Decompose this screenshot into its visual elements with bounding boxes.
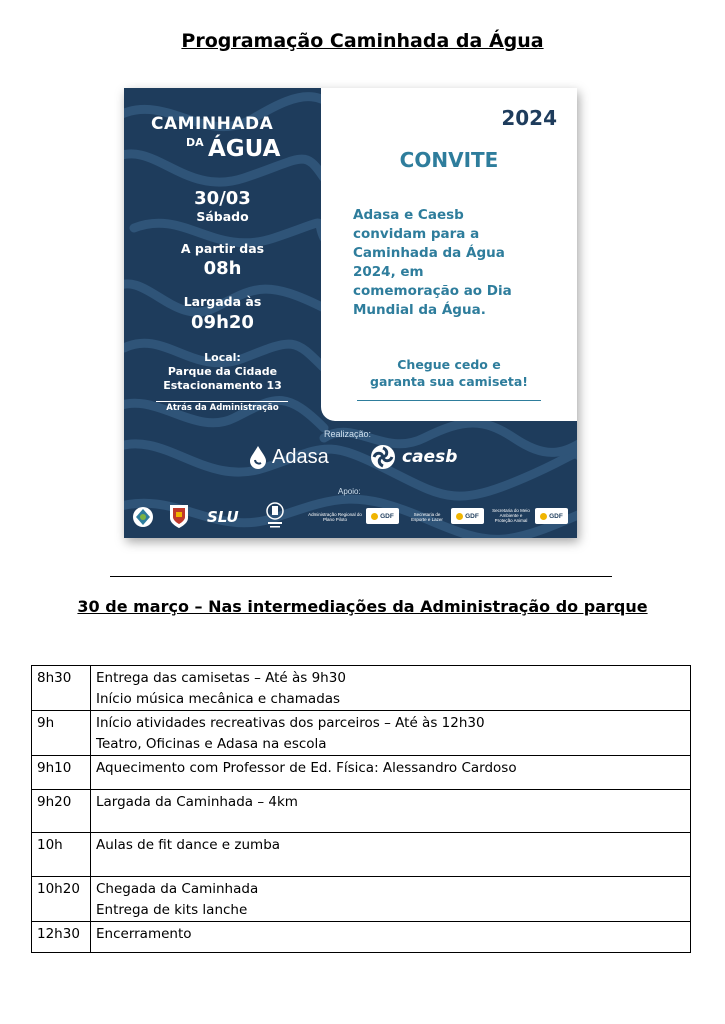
gdf-badge: [535, 508, 568, 524]
time-cell: 10h20: [32, 877, 91, 922]
activity-line: Início música mecânica e chamadas: [96, 691, 341, 707]
flyer-year: 2024: [501, 106, 557, 130]
water-drop-icon: [248, 445, 268, 469]
section-title: 30 de março – Nas intermediações da Administração do parque: [77, 597, 648, 616]
event-weekday: Sábado: [196, 209, 249, 224]
location-note: Atrás da Administração: [166, 403, 279, 413]
activity-cell: [91, 922, 691, 953]
activity-line: Aquecimento com Professor de Ed. Física: Alessandro Cardoso: [96, 760, 517, 776]
table-row: [32, 833, 691, 877]
gdf-badge-text: GDF: [465, 512, 479, 520]
event-logo-line2: DA: [186, 136, 204, 149]
caesb-swirl-icon: [370, 444, 396, 470]
support-org-name: Secretaria de Esporte e Lazer: [411, 512, 443, 522]
invite-text: [353, 206, 563, 320]
gdf-sun-icon: [456, 513, 463, 520]
district-emblem-icon: [132, 506, 154, 528]
adasa-logo-text: Adasa: [272, 445, 329, 468]
invite-line: 2024, em: [353, 264, 424, 280]
gdf-badge: [366, 508, 399, 524]
activity-cell: [91, 877, 691, 922]
apoio-label: Apoio:: [338, 487, 361, 496]
invite-card: [321, 88, 577, 421]
activity-cell: [91, 711, 691, 756]
time-cell: 10h: [32, 833, 91, 877]
caesb-logo-text: caesb: [402, 447, 458, 467]
invite-line: convidam para a: [353, 226, 480, 242]
crest-icon: [168, 502, 190, 530]
gdf-badge: [451, 508, 484, 524]
invite-line: Caminhada da Água: [353, 245, 505, 261]
support-org-name: Secretaria do Meio Ambiente e Proteção Animal: [492, 508, 530, 523]
activity-line: Entrega de kits lanche: [96, 902, 248, 918]
event-date: 30/03: [194, 188, 251, 209]
table-row: [32, 877, 691, 922]
activity-cell: [91, 666, 691, 711]
activity-line: Encerramento: [96, 926, 192, 942]
activity-cell: [91, 790, 691, 833]
invite-line: Mundial da Água.: [353, 302, 486, 318]
from-label: A partir das: [180, 241, 265, 256]
activity-line: Aulas de fit dance e zumba: [96, 837, 281, 853]
activity-cell: [91, 756, 691, 790]
location-line: Local:: [204, 351, 241, 364]
time-cell: 8h30: [32, 666, 91, 711]
time-cell: 12h30: [32, 922, 91, 953]
section-divider: [110, 576, 612, 577]
time-cell: 9h: [32, 711, 91, 756]
invitation-flyer: [124, 88, 577, 538]
gdf-sun-icon: [540, 513, 547, 520]
adasa-logo: [248, 442, 329, 472]
realizacao-label: Realização:: [324, 429, 372, 439]
invite-line: Adasa e Caesb: [353, 207, 464, 223]
location-line: Parque da Cidade: [167, 365, 278, 378]
table-row: [32, 756, 691, 790]
cta-underline: [357, 400, 541, 401]
activity-line: Entrega das camisetas – Até às 9h30: [96, 670, 346, 686]
event-logo-line1: CAMINHADA: [151, 114, 274, 134]
gdf-badge-text: GDF: [549, 512, 563, 520]
activity-line: Largada da Caminhada – 4km: [96, 794, 298, 810]
start-time: 09h20: [191, 312, 254, 333]
call-to-action: [321, 356, 577, 390]
convite-heading: CONVITE: [399, 148, 499, 172]
table-row: [32, 790, 691, 833]
table-row: [32, 922, 691, 953]
support-org-name: Administração Regional do Plano Piloto: [308, 512, 362, 522]
activity-line: Chegada da Caminhada: [96, 881, 259, 897]
gdf-sun-icon: [371, 513, 378, 520]
cta-line: Chegue cedo e: [397, 357, 501, 372]
table-row: [32, 711, 691, 756]
start-label: Largada às: [183, 294, 262, 309]
gdf-badge-text: GDF: [380, 512, 394, 520]
activity-line: Teatro, Oficinas e Adasa na escola: [96, 736, 327, 752]
cta-line: garanta sua camiseta!: [370, 374, 528, 389]
time-cell: 9h20: [32, 790, 91, 833]
institution-emblem-icon: [265, 501, 285, 531]
location-line: Estacionamento 13: [163, 379, 282, 392]
from-time: 08h: [203, 258, 242, 279]
page-title: Programação Caminhada da Água: [181, 30, 544, 52]
supporters-bar: [124, 498, 577, 534]
slu-logo: SLU: [207, 508, 239, 526]
activity-line: Início atividades recreativas dos parceiros – Até às 12h30: [96, 715, 485, 731]
schedule-table: [31, 665, 691, 953]
location-divider: [156, 401, 288, 402]
activity-cell: [91, 833, 691, 877]
caesb-logo: [370, 442, 457, 472]
event-logo-line3: ÁGUA: [208, 136, 281, 162]
event-location: [124, 351, 321, 393]
time-cell: 9h10: [32, 756, 91, 790]
table-row: [32, 666, 691, 711]
invite-line: comemoração ao Dia: [353, 283, 512, 299]
